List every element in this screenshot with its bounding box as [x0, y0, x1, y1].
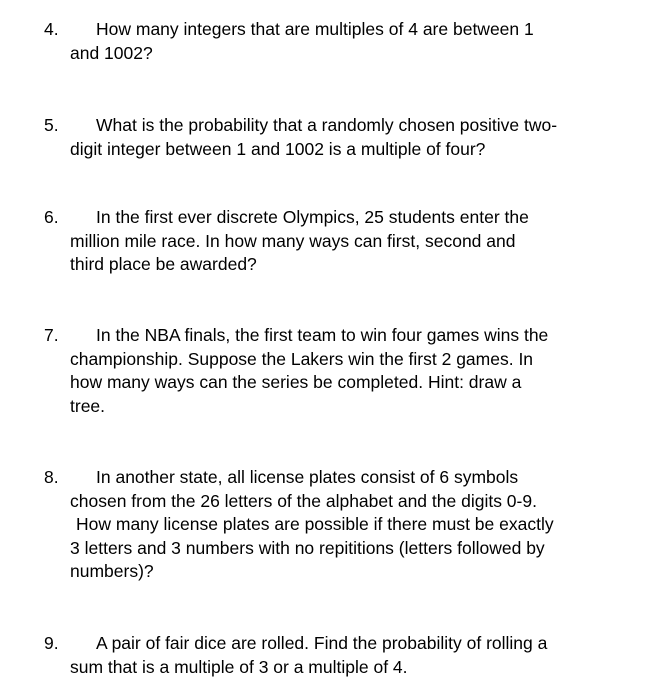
question-text: tree. — [70, 395, 106, 416]
question-line — [44, 18, 644, 42]
question-text: million mile race. In how many ways can first, second and — [70, 230, 516, 251]
question-line — [44, 114, 644, 138]
question-text: sum that is a multiple of 3 or a multiple of 4. — [70, 656, 408, 677]
question-line — [44, 324, 644, 348]
question-4 — [44, 18, 644, 65]
question-text: What is the probability that a randomly chosen positive two- — [96, 115, 558, 135]
question-text: In another state, all license plates consist of 6 symbols — [96, 467, 519, 487]
question-text: 3 letters and 3 numbers with no repititions (letters followed by — [70, 537, 545, 558]
question-text: How many license plates are possible if there must be exactly — [76, 514, 554, 534]
question-text: how many ways can the series be completed. Hint: draw a — [70, 372, 522, 392]
question-text: and 1002? — [70, 42, 153, 63]
question-line — [44, 632, 644, 656]
question-number: 8. — [44, 467, 59, 487]
question-text: How many integers that are multiples of 4 are between 1 — [96, 19, 534, 39]
question-5 — [44, 114, 644, 161]
question-9 — [44, 632, 644, 679]
question-number: 7. — [44, 325, 59, 345]
question-text: digit integer between 1 and 1002 is a multiple of four? — [70, 138, 486, 159]
question-text: third place be awarded? — [70, 254, 257, 274]
question-number: 5. — [44, 115, 59, 135]
question-number: 4. — [44, 19, 59, 39]
question-7 — [44, 324, 644, 418]
question-text: In the first ever discrete Olympics, 25 students enter the — [96, 207, 529, 227]
question-line — [44, 206, 644, 230]
question-8 — [44, 466, 644, 584]
question-number: 6. — [44, 207, 59, 227]
question-6 — [44, 206, 644, 277]
question-text: chosen from the 26 letters of the alphabet and the digits 0-9. — [70, 490, 537, 511]
question-text: A pair of fair dice are rolled. Find the probability of rolling a — [96, 633, 548, 653]
question-number: 9. — [44, 633, 59, 653]
question-text: In the NBA finals, the first team to win four games wins the — [96, 325, 549, 345]
question-line — [44, 466, 644, 490]
question-text: championship. Suppose the Lakers win the first 2 games. In — [70, 348, 534, 369]
question-text: numbers)? — [70, 561, 154, 581]
